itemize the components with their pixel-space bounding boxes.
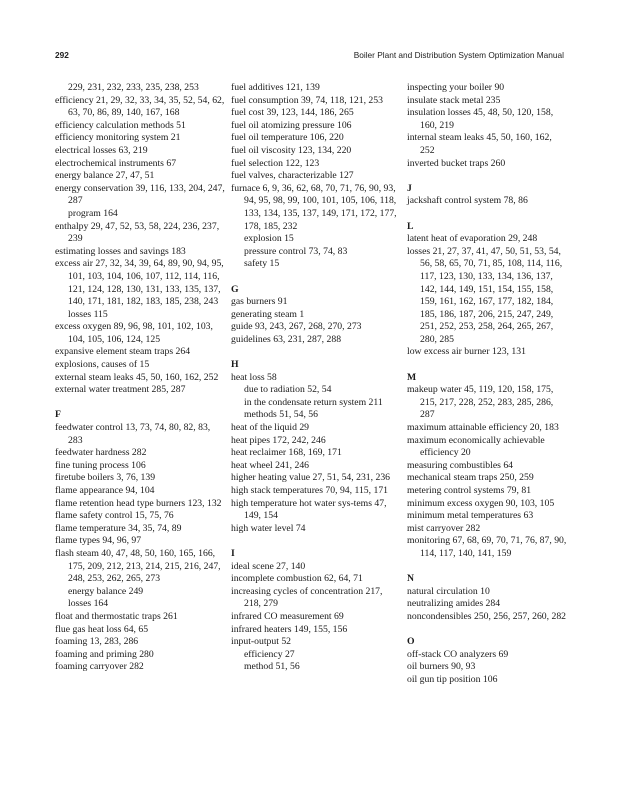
index-subentry: losses 115 <box>68 308 108 320</box>
index-entry: mist carryover 282 <box>407 522 481 534</box>
section-letter: M <box>407 371 417 383</box>
index-entry: incomplete combustion 62, 64, 71 <box>231 573 363 585</box>
index-subentry: in the condensate return system 211 <box>244 396 383 408</box>
index-entry: feedwater hardness 282 <box>55 447 147 459</box>
section-letter: I <box>231 547 235 559</box>
index-subentry: explosion 15 <box>244 233 294 245</box>
index-entry: efficiency calculation methods 51 <box>55 119 186 131</box>
index-entry: minimum metal temperatures 63 <box>407 510 534 522</box>
index-entry: heat loss 58 <box>231 371 277 383</box>
section-letter: N <box>407 573 414 585</box>
index-entry: infrared CO measurement 69 <box>231 610 344 622</box>
page-number: 292 <box>55 50 69 60</box>
index-subentry: program 164 <box>68 207 118 219</box>
index-entry: flame temperature 34, 35, 74, 89 <box>55 522 182 534</box>
index-entry: high stack temperatures 70, 94, 115, 171 <box>231 485 389 496</box>
index-entry: energy conservation 39, 116, 133, 204, 247, 287 <box>55 182 225 207</box>
index-entry: expansive element steam traps 264 <box>55 346 191 358</box>
section-letter: J <box>407 182 412 194</box>
index-entry: input-output 52 <box>231 636 292 648</box>
index-entry: oil gun tip position 106 <box>407 673 498 685</box>
index-entry: firetube boilers 3, 76, 139 <box>55 472 156 484</box>
index-entry: low excess air burner 123, 131 <box>407 346 526 358</box>
index-entry: fuel selection 122, 123 <box>231 157 320 169</box>
index-entry: latent heat of evaporation 29, 248 <box>407 233 538 245</box>
index-entry: jackshaft control system 78, 86 <box>407 195 528 207</box>
index-entry: mechanical steam traps 250, 259 <box>407 472 534 484</box>
book-title: Boiler Plant and Distribution System Optimization Manual <box>353 50 564 60</box>
index-entry: foaming 13, 283, 286 <box>55 636 139 648</box>
index-entry: increasing cycles of concentration 217, 218, 279 <box>231 585 383 610</box>
section-letter: L <box>407 220 414 232</box>
index-entry: heat of the liquid 29 <box>231 422 310 434</box>
index-entry: inverted bucket traps 260 <box>407 157 506 169</box>
index-entry: electrochemical instruments 67 <box>55 157 177 169</box>
index-entry: float and thermostatic traps 261 <box>55 610 178 622</box>
index-entry: insulation losses 45, 48, 50, 120, 158, 160, 219 <box>407 107 554 131</box>
index-entry: feedwater control 13, 73, 74, 80, 82, 83, 283 <box>55 422 211 446</box>
index-entry: fuel oil temperature 106, 220 <box>231 132 344 144</box>
index-entry: minimum excess oxygen 90, 103, 105 <box>407 497 555 509</box>
index-column-1 <box>55 82 225 674</box>
index-entry: foaming and priming 280 <box>55 648 154 660</box>
index-entry: internal steam leaks 45, 50, 160, 162, 252 <box>407 132 552 156</box>
index-subentry: energy balance 249 <box>68 585 144 597</box>
index-entry: flame safety control 15, 75, 76 <box>55 510 174 522</box>
running-header <box>55 50 564 66</box>
index-entry: flame appearance 94, 104 <box>55 485 155 496</box>
index-entry: guide 93, 243, 267, 268, 270, 273 <box>231 321 362 333</box>
section-letter: G <box>231 283 239 295</box>
section-letter: H <box>231 359 239 371</box>
section-letter: F <box>55 409 61 421</box>
index-subentry: efficiency 27 <box>244 648 295 660</box>
index-subentry: due to radiation 52, 54 <box>244 384 332 396</box>
index-entry: excess oxygen 89, 96, 98, 101, 102, 103, 104, 105, 106, 124, 125 <box>55 321 213 345</box>
index-entry: insulate stack metal 235 <box>407 94 501 106</box>
index-entry: foaming carryover 282 <box>55 661 144 673</box>
index-entry: fuel cost 39, 123, 144, 186, 265 <box>231 107 354 119</box>
index-entry: off-stack CO analyzers 69 <box>407 648 509 660</box>
index-entry: enthalpy 29, 47, 52, 53, 58, 224, 236, 237, 239 <box>55 220 220 245</box>
index-entry: neutralizing amides 284 <box>407 598 501 610</box>
index-entry: high water level 74 <box>231 522 306 534</box>
index-entry: fuel oil viscosity 123, 134, 220 <box>231 144 352 156</box>
index-entry: makeup water 45, 119, 120, 158, 175, 215, 217, 228, 252, 283, 285, 286, 287 <box>407 384 554 421</box>
index-subentry: losses 164 <box>68 598 109 610</box>
index-entry: external water treatment 285, 287 <box>55 384 186 396</box>
index-entry: flash steam 40, 47, 48, 50, 160, 165, 166, 175, 209, 212, 213, 214, 215, 216, 247, 248, 253, 262, 265, 273 <box>55 547 221 585</box>
index-entry: fuel additives 121, 139 <box>231 82 320 93</box>
index-entry: gas burners 91 <box>231 296 288 308</box>
index-entry: furnace 6, 9, 36, 62, 68, 70, 71, 76, 90, 93, 94, 95, 98, 99, 100, 101, 105, 106, 118, 133, 134, 135, 137, 149, 171, 172, 177, 178, 185, 232 <box>231 182 397 232</box>
index-entry: external steam leaks 45, 50, 160, 162, 252 <box>55 371 219 383</box>
index-subentry: pressure control 73, 74, 83 <box>244 245 348 257</box>
index-entry: high temperature hot water sys-tems 47, 149, 154 <box>231 497 387 522</box>
index-subentry: safety 15 <box>244 258 280 270</box>
index-entry: heat wheel 241, 246 <box>231 459 310 471</box>
index-entry: generating steam 1 <box>231 308 305 320</box>
index-entry: guidelines 63, 231, 287, 288 <box>231 333 342 345</box>
section-letter: O <box>407 636 415 648</box>
index-entry: noncondensibles 250, 256, 257, 260, 282 <box>407 610 567 622</box>
index-entry: monitoring 67, 68, 69, 70, 71, 76, 87, 90, 114, 117, 140, 141, 159 <box>407 535 567 559</box>
index-entry: efficiency monitoring system 21 <box>55 132 181 144</box>
index-entry-continuation: 229, 231, 232, 233, 235, 238, 253 <box>68 82 199 93</box>
index-entry: heat reclaimer 168, 169, 171 <box>231 447 342 459</box>
index-entry: heat pipes 172, 242, 246 <box>231 434 326 446</box>
index-entry: metering control systems 79, 81 <box>407 485 532 496</box>
index-entry: oil burners 90, 93 <box>407 661 476 673</box>
index-entry: inspecting your boiler 90 <box>407 82 505 93</box>
index-subentry: method 51, 56 <box>244 661 300 673</box>
index-entry: fuel oil atomizing pressure 106 <box>231 119 352 131</box>
index-entry: natural circulation 10 <box>407 585 490 597</box>
index-entry: ideal scene 27, 140 <box>231 560 306 572</box>
index-entry: estimating losses and savings 183 <box>55 245 186 257</box>
index-subentry: methods 51, 54, 56 <box>244 409 318 421</box>
index-entry: flame retention head type burners 123, 132 <box>55 497 222 509</box>
index-entry: flue gas heat loss 64, 65 <box>55 623 149 635</box>
index-entry: energy balance 27, 47, 51 <box>55 170 155 182</box>
index-entry: electrical losses 63, 219 <box>55 144 148 156</box>
index-column-2 <box>231 82 401 674</box>
index-entry: infrared heaters 149, 155, 156 <box>231 623 348 635</box>
index-entry: losses 21, 27, 37, 41, 47, 50, 51, 53, 54, 56, 58, 65, 70, 71, 85, 108, 114, 116, 117, 123, 130, 133, 134, 136, 137, 142, 144, 149, 151, 154, 155, 158, 159, 161, 162, 167, 177, 182, 184, 185, 186, 187, 206, 215, 247, 249, 251, 252, 253, 258, 264, 265, 267, 280, 285 <box>407 245 563 345</box>
index-entry: fine tuning process 106 <box>55 459 146 471</box>
index-entry: maximum attainable efficiency 20, 183 <box>407 422 559 434</box>
index-entry: explosions, causes of 15 <box>55 359 150 371</box>
index-entry: fuel valves, characterizable 127 <box>231 170 354 182</box>
index-entry: maximum economically achievable efficiency 20 <box>407 434 545 459</box>
index-column-3 <box>407 82 567 687</box>
index-entry: higher heating value 27, 51, 54, 231, 236 <box>231 472 391 484</box>
index-entry: flame types 94, 96, 97 <box>55 535 142 547</box>
index-entry: fuel consumption 39, 74, 118, 121, 253 <box>231 94 383 106</box>
index-entry: efficiency 21, 29, 32, 33, 34, 35, 52, 54, 62, 63, 70, 86, 89, 140, 167, 168 <box>55 94 225 119</box>
index-entry: measuring combustibles 64 <box>407 459 514 471</box>
index-entry: excess air 27, 32, 34, 39, 64, 89, 90, 94, 95, 101, 103, 104, 106, 107, 112, 114, 116, 121, 124, 128, 130, 131, 133, 135, 137, 140, 171, 181, 182, 183, 185, 238, 243 <box>55 258 224 308</box>
